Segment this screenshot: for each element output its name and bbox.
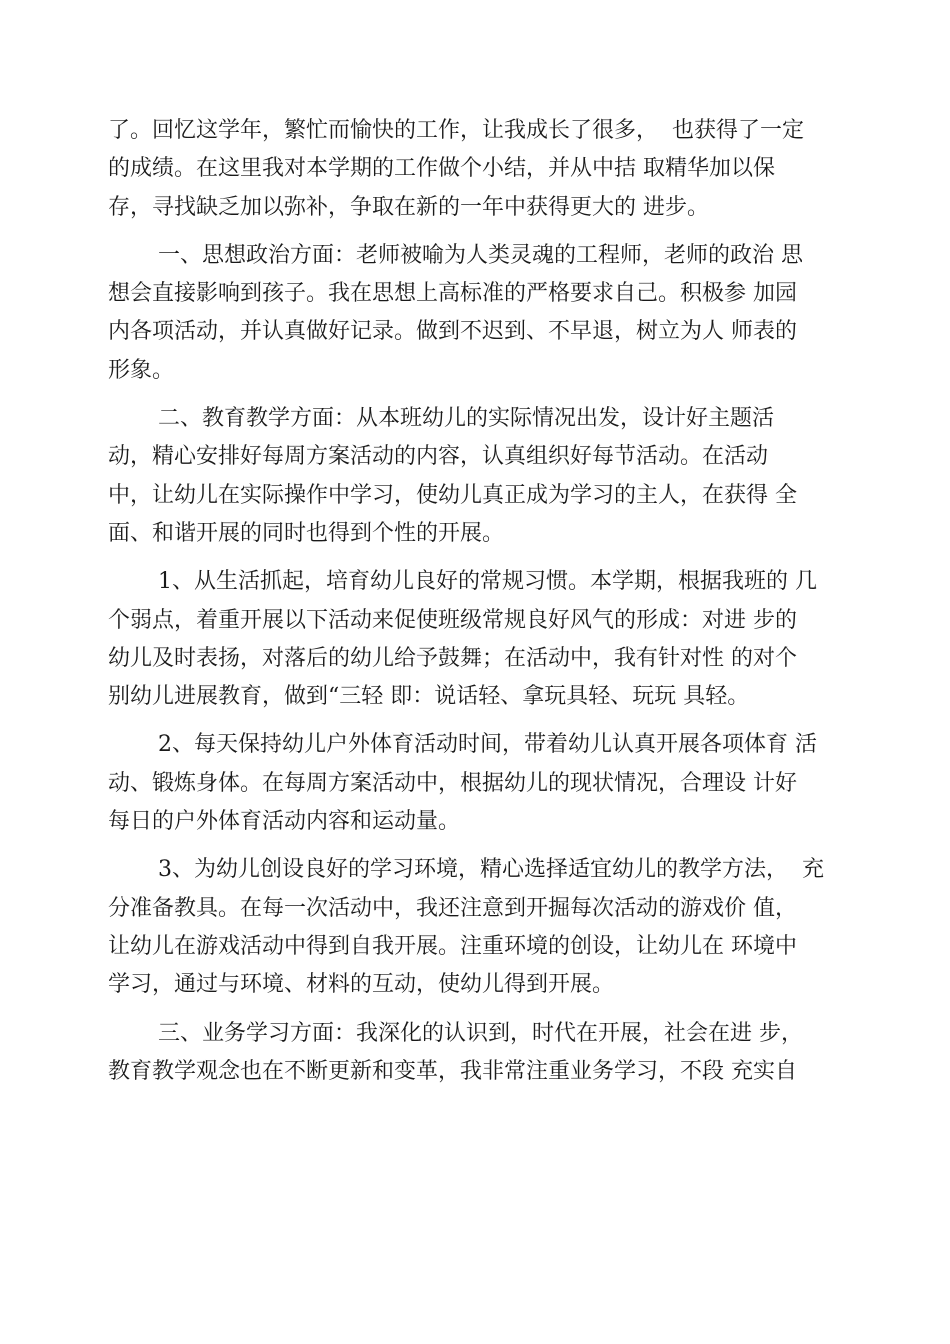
text-line: 个弱点，着重开展以下活动来促使班级常规良好风气的形成：对进 步的 (108, 607, 797, 633)
text-line: 存，寻找缺乏加以弥补，争取在新的一年中获得更大的 进步。 (108, 194, 709, 220)
paragraph-study (108, 1015, 843, 1092)
text-line: 一、思想政治方面：老师被喻为人类灵魂的工程师，老师的政治 思 (158, 242, 803, 268)
text-line: 形象。 (108, 357, 175, 383)
text-line: 每日的户外体育活动内容和运动量。 (108, 809, 461, 835)
text-line: 想会直接影响到孩子。我在思想上高标准的严格要求自己。积极参 加园 (108, 281, 797, 307)
text-line: 学习，通过与环境、材料的互动，使幼儿得到开展。 (108, 972, 615, 998)
text-line: 分准备教具。在每一次活动中，我还注意到开掘每次活动的游戏价 值， (108, 895, 797, 921)
text-line: 1、从生活抓起，培育幼儿良好的常规习惯。本学期，根据我班的 几 (158, 569, 817, 595)
text-line: 别幼儿进展教育，做到“三轻 即：说话轻、拿玩具轻、玩玩 具轻。 (108, 684, 750, 710)
text-line: 让幼儿在游戏活动中得到自我开展。注重环境的创设，让幼儿在 环境中 (108, 933, 797, 959)
text-line: 的成绩。在这里我对本学期的工作做个小结，并从中拮 取精华加以保 (108, 156, 775, 182)
document-body (108, 112, 843, 1091)
paragraph-item-1 (108, 563, 843, 716)
text-line: 动，精心安排好每周方案活动的内容，认真组织好每节活动。在活动 (108, 444, 769, 470)
text-line: 面、和谐开展的同时也得到个性的开展。 (108, 520, 505, 546)
text-line: 了。回忆这学年，繁忙而愉快的工作，让我成长了很多， 也获得了一定 (108, 118, 804, 143)
text-line: 3、为幼儿创设良好的学习环境，精心选择适宜幼儿的教学方法， 充 (158, 857, 824, 883)
text-line: 三、业务学习方面：我深化的认识到，时代在开展，社会在进 步， (158, 1020, 803, 1046)
text-line: 2、每天保持幼儿户外体育活动时间，带着幼儿认真开展各项体育 活 (158, 732, 817, 758)
text-line: 内各项活动，并认真做好记录。做到不迟到、不早退，树立为人 师表的 (108, 319, 797, 345)
text-line: 幼儿及时表扬，对落后的幼儿给予鼓舞；在活动中，我有针对性 的对个 (108, 645, 797, 671)
text-line: 教育教学观念也在不断更新和变革，我非常注重业务学习，不段 充实自 (108, 1058, 797, 1084)
paragraph-item-2 (108, 726, 843, 841)
paragraph-item-3 (108, 851, 843, 1004)
text-line: 二、教育教学方面：从本班幼儿的实际情况出发，设计好主题活 (158, 406, 775, 432)
text-line: 动、锻炼身体。在每周方案活动中，根据幼儿的现状情况，合理设 计好 (108, 770, 797, 796)
text-line: 中，让幼儿在实际操作中学习，使幼儿真正成为学习的主人，在获得 全 (108, 482, 797, 508)
paragraph-political (108, 237, 843, 390)
paragraph-teaching (108, 400, 843, 553)
paragraph-continuation (108, 112, 843, 227)
